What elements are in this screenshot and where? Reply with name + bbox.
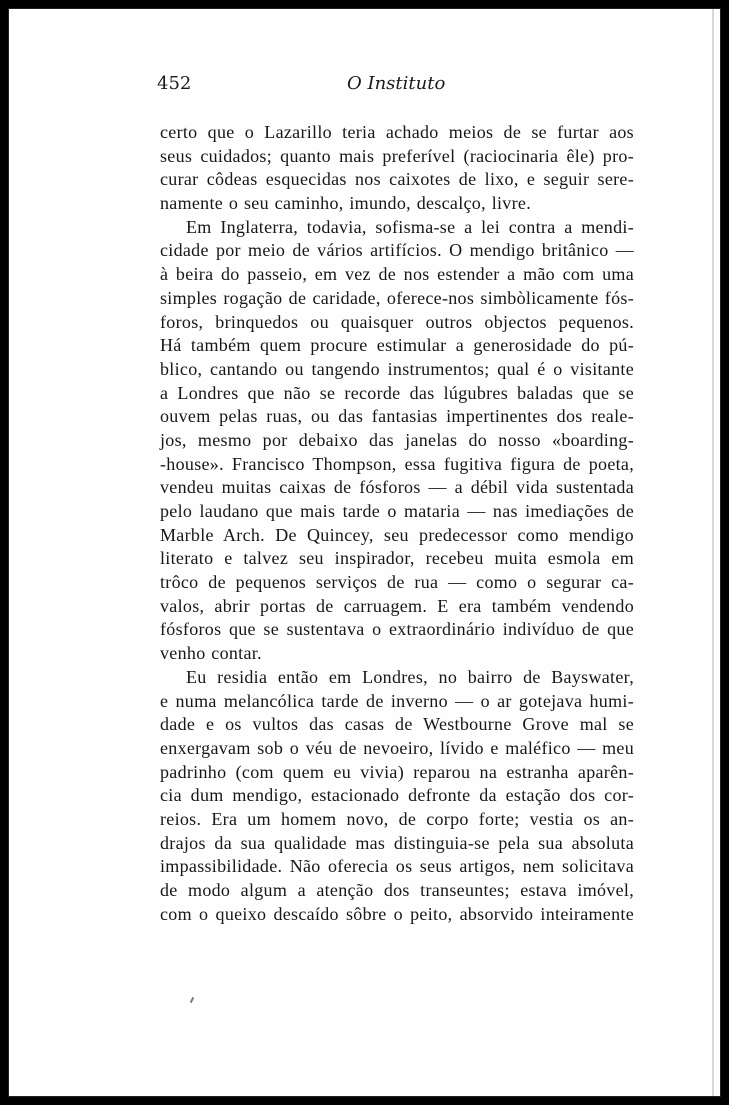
text-line: venho contar. [160,643,262,664]
text-line: drajos da sua qualidade mas distinguia-se pela sua absoluta [160,832,634,853]
text-line: cidade por meio de vários artifícios. O mendigo britânico — [160,240,634,261]
text-line: e numa melancólica tarde de inverno — o ar gotejava humi- [160,690,634,711]
text-line: foros, brinquedos ou quaisquer outros objectos pequenos. [160,311,634,332]
text-line: com o queixo descaído sôbre o peito, absorvido inteiramente [160,903,634,924]
text-line: namente o seu caminho, imundo, descalço, livre. [160,193,531,214]
scan-edge-shadow [712,9,714,1096]
text-line: enxergavam sob o véu de nevoeiro, lívido e maléfico — meu [160,737,634,758]
running-title: O Instituto [347,73,446,94]
text-line: fósforos que se sustentava o extraordinário indivíduo de que [160,619,634,640]
body-text [160,121,634,926]
text-line: de modo algum a atenção dos transeuntes; estava imóvel, [160,880,634,900]
text-line: -house». Francisco Thompson, essa fugitiva figura de poeta, [160,453,634,474]
text-line: à beira do passeio, em vez de nos estender a mão com uma [160,264,634,285]
stray-ink-mark [190,997,194,1003]
text-line: jos, mesmo por debaixo das janelas do nosso «boarding- [160,429,634,450]
text-line: dade e os vultos das casas de Westbourne Grove mal se [160,714,634,735]
text-line: vendeu muitas caixas de fósforos — a débil vida sustentada [160,477,634,498]
text-line: valos, abrir portas de carruagem. E era também vendendo [160,595,634,616]
text-line: literato e talvez seu inspirador, recebeu muita esmola em [160,548,634,569]
text-line: cia dum mendigo, estacionado defronte da estação dos cor- [160,785,634,806]
text-line: curar côdeas esquecidas nos caixotes de lixo, e seguir sere- [160,169,634,190]
text-line: ouvem pelas ruas, ou das fantasias impertinentes dos reale- [160,406,634,427]
text-line: Em Inglaterra, todavia, sofisma-se a lei contra a mendi- [186,216,634,237]
text-line: certo que o Lazarillo teria achado meios de se furtar aos [160,122,634,142]
text-line: padrinho (com quem eu vivia) reparou na estranha aparên- [160,761,634,782]
text-line: seus cuidados; quanto mais preferível (raciocinaria êle) pro- [160,145,634,166]
text-line: a Londres que não se recorde das lúgubres baladas que se [160,382,634,403]
page-number: 452 [157,73,192,94]
text-line: simples rogação de caridade, oferece-nos simbòlicamente fós- [160,287,634,308]
text-line: trôco de pequenos serviços de rua — como o segurar ca- [160,572,634,593]
text-line: Eu residia então em Londres, no bairro de Bayswater, [186,666,634,687]
text-line: reios. Era um homem novo, de corpo forte; vestia os an- [160,808,634,829]
text-line: blico, cantando ou tangendo instrumentos; qual é o visitante [160,358,634,379]
text-line: pelo laudano que mais tarde o mataria — nas imediações de [160,501,634,521]
text-line: impassibilidade. Não oferecia os seus artigos, nem solicitava [160,856,634,877]
page-header [157,71,637,101]
text-line: Há também quem procure estimular a generosidade do pú- [160,335,634,356]
text-line: Marble Arch. De Quincey, seu predecessor como mendigo [160,524,634,545]
book-page [8,8,721,1097]
